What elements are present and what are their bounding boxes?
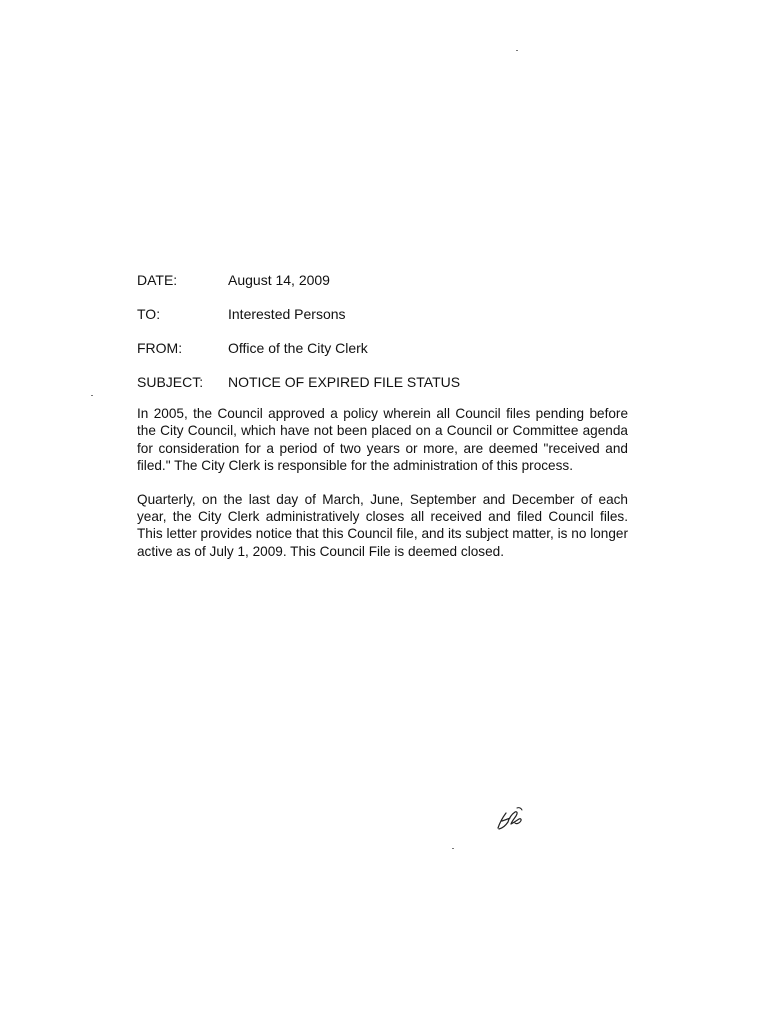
date-label: DATE: <box>137 272 178 288</box>
to-row <box>137 305 637 323</box>
to-label: TO: <box>137 306 161 322</box>
scan-speck <box>452 848 454 849</box>
subject-value: NOTICE OF EXPIRED FILE STATUS <box>228 374 461 390</box>
scan-speck <box>91 395 93 396</box>
memo-header <box>137 271 637 407</box>
memo-body <box>137 405 628 576</box>
to-value: Interested Persons <box>228 306 346 322</box>
date-row <box>137 271 637 289</box>
body-paragraph-1: In 2005, the Council approved a policy wherein all Council files pending before the City Council, which have not been placed on a Council or Committee agenda for consideration for a period of two years or more, are deemed "received and filed." The City Clerk is responsible for the administration of this process. <box>137 406 628 474</box>
from-value: Office of the City Clerk <box>228 340 368 356</box>
from-label: FROM: <box>137 340 183 356</box>
body-paragraph-2: Quarterly, on the last day of March, June, September and December of each year, the City Clerk administratively closes all received and filed Council files. This letter provides notice that this Council file, and its subject matter, is no longer active as of July 1, 2009. This Council File is deemed closed. <box>137 491 628 559</box>
date-value: August 14, 2009 <box>228 272 330 288</box>
subject-label: SUBJECT: <box>137 374 204 390</box>
from-row <box>137 339 637 357</box>
scan-speck <box>516 50 518 51</box>
handwritten-initials-icon <box>494 804 526 832</box>
subject-row <box>137 373 637 391</box>
